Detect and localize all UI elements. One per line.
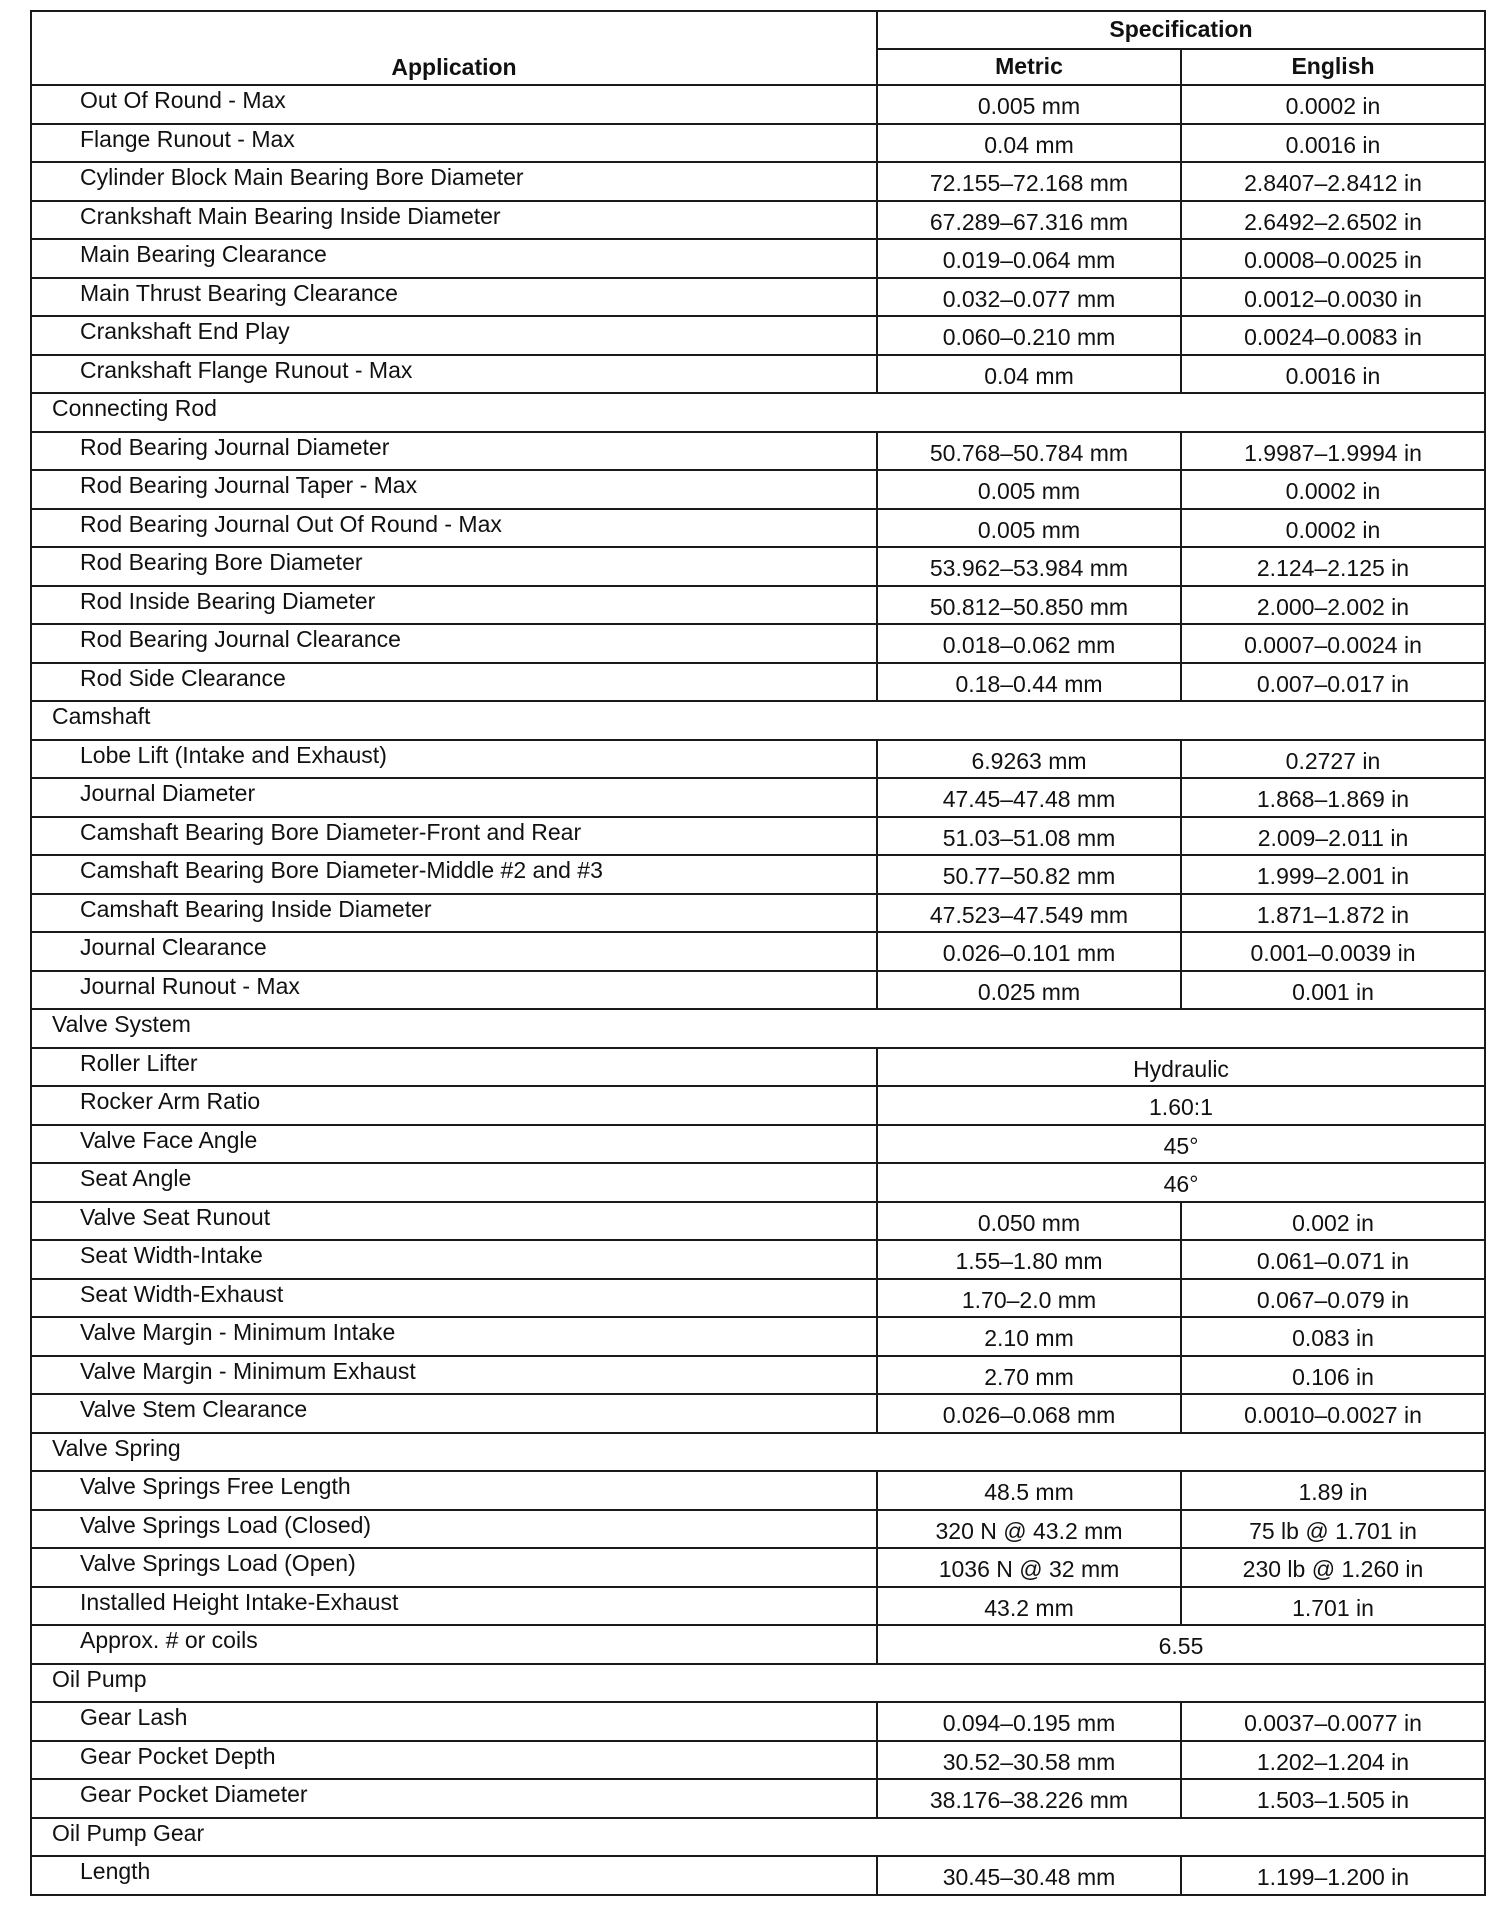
english-cell: 0.0016 in — [1181, 355, 1485, 394]
application-cell: Gear Lash — [31, 1702, 877, 1741]
metric-cell: 0.04 mm — [877, 355, 1181, 394]
english-cell: 2.8407–2.8412 in — [1181, 162, 1485, 201]
metric-cell: 0.060–0.210 mm — [877, 316, 1181, 355]
table-row — [31, 932, 1485, 971]
english-cell: 0.0037–0.0077 in — [1181, 1702, 1485, 1741]
english-cell: 0.007–0.017 in — [1181, 663, 1485, 702]
english-cell: 0.083 in — [1181, 1317, 1485, 1356]
table-row — [31, 1202, 1485, 1241]
table-row — [31, 1741, 1485, 1780]
table-row — [31, 1587, 1485, 1626]
table-row — [31, 470, 1485, 509]
english-cell: 0.106 in — [1181, 1356, 1485, 1395]
metric-cell: 47.45–47.48 mm — [877, 778, 1181, 817]
application-cell: Camshaft Bearing Bore Diameter-Front and Rear — [31, 817, 877, 856]
table-row — [31, 1510, 1485, 1549]
english-cell: 1.871–1.872 in — [1181, 894, 1485, 933]
table-row — [31, 1317, 1485, 1356]
application-cell: Valve Stem Clearance — [31, 1394, 877, 1433]
metric-cell: 0.026–0.101 mm — [877, 932, 1181, 971]
application-cell: Gear Pocket Diameter — [31, 1779, 877, 1818]
application-cell: Crankshaft Main Bearing Inside Diameter — [31, 201, 877, 240]
application-cell: Journal Runout - Max — [31, 971, 877, 1010]
table-row — [31, 894, 1485, 933]
table-row — [31, 663, 1485, 702]
table-row — [31, 1163, 1485, 1202]
table-row — [31, 1048, 1485, 1087]
table-row — [31, 778, 1485, 817]
english-cell: 0.2727 in — [1181, 740, 1485, 779]
metric-cell: 50.77–50.82 mm — [877, 855, 1181, 894]
metric-cell: 0.032–0.077 mm — [877, 278, 1181, 317]
english-cell: 2.009–2.011 in — [1181, 817, 1485, 856]
metric-cell: 0.005 mm — [877, 85, 1181, 124]
metric-cell: 72.155–72.168 mm — [877, 162, 1181, 201]
metric-cell: 0.094–0.195 mm — [877, 1702, 1181, 1741]
application-cell: Flange Runout - Max — [31, 124, 877, 163]
application-cell: Valve Springs Free Length — [31, 1471, 877, 1510]
metric-cell: 1.55–1.80 mm — [877, 1240, 1181, 1279]
table-row — [31, 1856, 1485, 1895]
english-cell: 2.124–2.125 in — [1181, 547, 1485, 586]
metric-cell: 0.005 mm — [877, 470, 1181, 509]
metric-cell: 0.026–0.068 mm — [877, 1394, 1181, 1433]
table-row — [31, 1356, 1485, 1395]
section-title: Valve System — [31, 1009, 1485, 1048]
application-cell: Lobe Lift (Intake and Exhaust) — [31, 740, 877, 779]
english-cell: 0.0008–0.0025 in — [1181, 239, 1485, 278]
spec-value-cell: Hydraulic — [877, 1048, 1485, 1087]
spec-value-cell: 6.55 — [877, 1625, 1485, 1664]
english-cell: 1.202–1.204 in — [1181, 1741, 1485, 1780]
application-cell: Journal Diameter — [31, 778, 877, 817]
table-row — [31, 85, 1485, 124]
table-body — [31, 85, 1485, 1895]
metric-cell: 47.523–47.549 mm — [877, 894, 1181, 933]
english-cell: 1.503–1.505 in — [1181, 1779, 1485, 1818]
metric-cell: 0.050 mm — [877, 1202, 1181, 1241]
application-cell: Cylinder Block Main Bearing Bore Diameter — [31, 162, 877, 201]
english-cell: 0.001 in — [1181, 971, 1485, 1010]
metric-cell: 48.5 mm — [877, 1471, 1181, 1510]
spec-table — [30, 10, 1486, 1896]
application-cell: Camshaft Bearing Bore Diameter-Middle #2 and #3 — [31, 855, 877, 894]
metric-cell: 2.70 mm — [877, 1356, 1181, 1395]
application-header: Application — [31, 11, 877, 85]
english-header: English — [1181, 49, 1485, 85]
application-cell: Rod Bearing Journal Diameter — [31, 432, 877, 471]
metric-cell: 30.52–30.58 mm — [877, 1741, 1181, 1780]
application-cell: Gear Pocket Depth — [31, 1741, 877, 1780]
english-cell: 75 lb @ 1.701 in — [1181, 1510, 1485, 1549]
metric-cell: 320 N @ 43.2 mm — [877, 1510, 1181, 1549]
table-row — [31, 855, 1485, 894]
metric-cell: 0.18–0.44 mm — [877, 663, 1181, 702]
metric-cell: 0.019–0.064 mm — [877, 239, 1181, 278]
application-cell: Valve Springs Load (Closed) — [31, 1510, 877, 1549]
table-row — [31, 1779, 1485, 1818]
section-title: Camshaft — [31, 701, 1485, 740]
application-cell: Seat Angle — [31, 1163, 877, 1202]
table-row — [31, 509, 1485, 548]
table-row — [31, 817, 1485, 856]
table-row — [31, 1548, 1485, 1587]
table-row — [31, 201, 1485, 240]
application-cell: Rod Bearing Journal Out Of Round - Max — [31, 509, 877, 548]
application-cell: Valve Springs Load (Open) — [31, 1548, 877, 1587]
application-cell: Installed Height Intake-Exhaust — [31, 1587, 877, 1626]
english-cell: 0.001–0.0039 in — [1181, 932, 1485, 971]
english-cell: 0.061–0.071 in — [1181, 1240, 1485, 1279]
table-row — [31, 124, 1485, 163]
english-cell: 1.89 in — [1181, 1471, 1485, 1510]
english-cell: 1.9987–1.9994 in — [1181, 432, 1485, 471]
english-cell: 1.868–1.869 in — [1181, 778, 1485, 817]
application-cell: Out Of Round - Max — [31, 85, 877, 124]
table-row — [31, 547, 1485, 586]
metric-cell: 0.04 mm — [877, 124, 1181, 163]
section-title: Valve Spring — [31, 1433, 1485, 1472]
application-cell: Valve Seat Runout — [31, 1202, 877, 1241]
table-row — [31, 586, 1485, 625]
table-row — [31, 1279, 1485, 1318]
section-row — [31, 1433, 1485, 1472]
application-cell: Rod Bearing Journal Taper - Max — [31, 470, 877, 509]
section-row — [31, 1664, 1485, 1703]
metric-cell: 6.9263 mm — [877, 740, 1181, 779]
metric-cell: 51.03–51.08 mm — [877, 817, 1181, 856]
application-cell: Valve Face Angle — [31, 1125, 877, 1164]
table-header — [31, 11, 1485, 85]
section-row — [31, 393, 1485, 432]
application-cell: Main Bearing Clearance — [31, 239, 877, 278]
table-row — [31, 740, 1485, 779]
table-row — [31, 1471, 1485, 1510]
section-title: Oil Pump Gear — [31, 1818, 1485, 1857]
spec-value-cell: 1.60:1 — [877, 1086, 1485, 1125]
application-cell: Length — [31, 1856, 877, 1895]
application-cell: Rod Bearing Bore Diameter — [31, 547, 877, 586]
specification-header: Specification — [877, 11, 1485, 49]
english-cell: 0.0010–0.0027 in — [1181, 1394, 1485, 1433]
english-cell: 2.6492–2.6502 in — [1181, 201, 1485, 240]
table-row — [31, 278, 1485, 317]
metric-cell: 53.962–53.984 mm — [877, 547, 1181, 586]
metric-cell: 50.812–50.850 mm — [877, 586, 1181, 625]
table-row — [31, 432, 1485, 471]
application-cell: Seat Width-Intake — [31, 1240, 877, 1279]
application-cell: Crankshaft End Play — [31, 316, 877, 355]
english-cell: 1.701 in — [1181, 1587, 1485, 1626]
section-row — [31, 1818, 1485, 1857]
metric-cell: 0.025 mm — [877, 971, 1181, 1010]
spec-value-cell: 45° — [877, 1125, 1485, 1164]
english-cell: 0.0002 in — [1181, 85, 1485, 124]
metric-cell: 30.45–30.48 mm — [877, 1856, 1181, 1895]
table-row — [31, 624, 1485, 663]
table-row — [31, 239, 1485, 278]
english-cell: 2.000–2.002 in — [1181, 586, 1485, 625]
application-cell: Valve Margin - Minimum Exhaust — [31, 1356, 877, 1395]
application-cell: Rod Side Clearance — [31, 663, 877, 702]
application-cell: Approx. # or coils — [31, 1625, 877, 1664]
english-cell: 0.0016 in — [1181, 124, 1485, 163]
table-row — [31, 1702, 1485, 1741]
english-cell: 0.0007–0.0024 in — [1181, 624, 1485, 663]
application-cell: Valve Margin - Minimum Intake — [31, 1317, 877, 1356]
english-cell: 0.0002 in — [1181, 509, 1485, 548]
application-cell: Rod Bearing Journal Clearance — [31, 624, 877, 663]
table-row — [31, 971, 1485, 1010]
metric-cell: 50.768–50.784 mm — [877, 432, 1181, 471]
application-cell: Main Thrust Bearing Clearance — [31, 278, 877, 317]
table-row — [31, 1240, 1485, 1279]
application-cell: Roller Lifter — [31, 1048, 877, 1087]
table-row — [31, 1125, 1485, 1164]
application-cell: Rocker Arm Ratio — [31, 1086, 877, 1125]
application-cell: Seat Width-Exhaust — [31, 1279, 877, 1318]
english-cell: 0.002 in — [1181, 1202, 1485, 1241]
metric-header: Metric — [877, 49, 1181, 85]
section-row — [31, 1009, 1485, 1048]
metric-cell: 43.2 mm — [877, 1587, 1181, 1626]
section-title: Oil Pump — [31, 1664, 1485, 1703]
section-row — [31, 701, 1485, 740]
metric-cell: 1036 N @ 32 mm — [877, 1548, 1181, 1587]
metric-cell: 1.70–2.0 mm — [877, 1279, 1181, 1318]
metric-cell: 38.176–38.226 mm — [877, 1779, 1181, 1818]
table-row — [31, 355, 1485, 394]
application-cell: Crankshaft Flange Runout - Max — [31, 355, 877, 394]
metric-cell: 0.018–0.062 mm — [877, 624, 1181, 663]
english-cell: 1.999–2.001 in — [1181, 855, 1485, 894]
application-cell: Camshaft Bearing Inside Diameter — [31, 894, 877, 933]
english-cell: 0.0024–0.0083 in — [1181, 316, 1485, 355]
application-cell: Rod Inside Bearing Diameter — [31, 586, 877, 625]
metric-cell: 2.10 mm — [877, 1317, 1181, 1356]
table-row — [31, 1625, 1485, 1664]
table-row — [31, 1394, 1485, 1433]
english-cell: 0.067–0.079 in — [1181, 1279, 1485, 1318]
english-cell: 0.0002 in — [1181, 470, 1485, 509]
english-cell: 1.199–1.200 in — [1181, 1856, 1485, 1895]
metric-cell: 67.289–67.316 mm — [877, 201, 1181, 240]
spec-value-cell: 46° — [877, 1163, 1485, 1202]
english-cell: 0.0012–0.0030 in — [1181, 278, 1485, 317]
section-title: Connecting Rod — [31, 393, 1485, 432]
metric-cell: 0.005 mm — [877, 509, 1181, 548]
table-row — [31, 316, 1485, 355]
table-row — [31, 1086, 1485, 1125]
english-cell: 230 lb @ 1.260 in — [1181, 1548, 1485, 1587]
table-row — [31, 162, 1485, 201]
application-cell: Journal Clearance — [31, 932, 877, 971]
